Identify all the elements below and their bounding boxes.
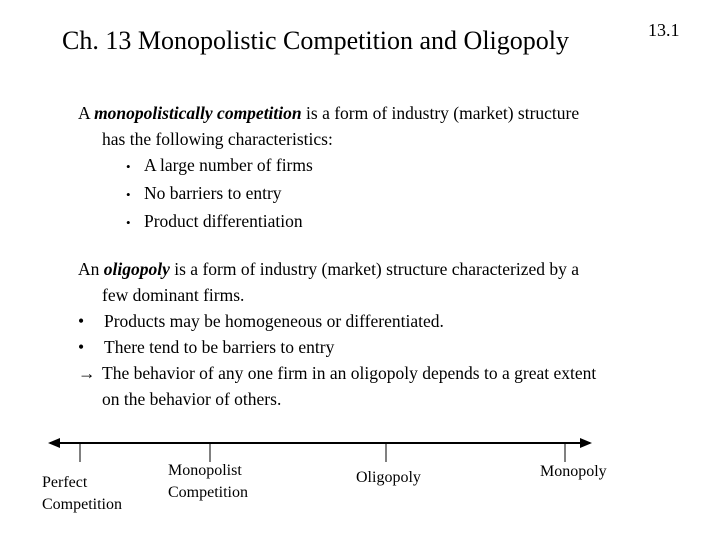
scale-label-oligopoly: Oligopoly xyxy=(356,469,421,486)
list-item: • There tend to be barriers to entry xyxy=(78,337,335,357)
page-title: Ch. 13 Monopolistic Competition and Oligopoly xyxy=(62,26,569,55)
list-item: • A large number of firms xyxy=(126,155,313,175)
definition-line-2: has the following characteristics: xyxy=(102,129,333,149)
definition-line: A monopolistically competition is a form of industry (market) structure xyxy=(78,103,580,123)
scale-left-arrowhead xyxy=(48,438,60,448)
definition-line-2: few dominant firms. xyxy=(102,285,245,305)
arrow-right-icon: → xyxy=(78,363,96,383)
term-oligopoly: oligopoly xyxy=(103,259,170,279)
page-number: 13.1 xyxy=(648,20,680,40)
conclusion-line-2: on the behavior of others. xyxy=(102,389,282,409)
definition-line: An oligopoly is a form of industry (market) structure characterized by a xyxy=(78,259,580,279)
list-item: • Product differentiation xyxy=(126,211,303,231)
list-item: • No barriers to entry xyxy=(126,183,282,203)
scale-label-perfect-competition: Perfect Competition xyxy=(42,474,122,513)
scale-label-monopolist-competition: Monopolist Competition xyxy=(168,462,248,501)
list-item: • Products may be homogeneous or differentiated. xyxy=(78,311,444,331)
conclusion-line: → The behavior of any one firm in an oligopoly depends to a great extent xyxy=(78,360,596,386)
scale-label-monopoly: Monopoly xyxy=(540,463,607,480)
scale-right-arrowhead xyxy=(580,438,592,448)
term-monopolistic-competition: monopolistically competition xyxy=(94,103,302,123)
